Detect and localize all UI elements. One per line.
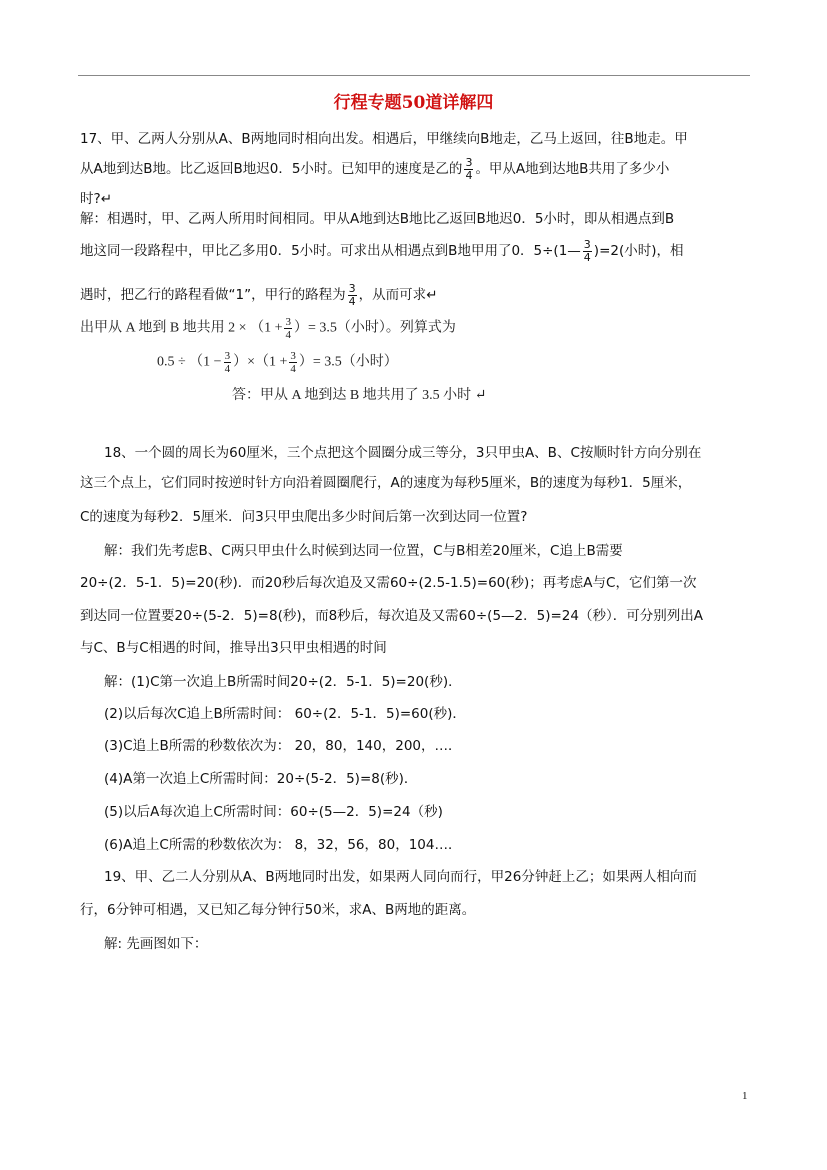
q17-formula-line-2: 0.5 ÷ （1 − $\frac{3}{4}$ ）×（1 + $\frac{3}{4}$ ）= 3.5（小时） <box>157 350 398 375</box>
q19-line-1: 19、甲、乙二人分别从A、B两地同时出发，如果两人同向而行，甲26分钟赶上乙；如果两人相向而 <box>104 869 697 885</box>
q17-solution-line-2 <box>80 236 752 266</box>
q17-solution-line-3 <box>80 280 752 310</box>
q17-line-2-text-b: 。甲从A地到达地B共用了多少小 <box>475 161 670 177</box>
q18-step-2: (2)以后每次C追上B所需时间： 60÷(2．5-1．5)=60(秒)． <box>104 706 466 722</box>
q17-line-1: 17、甲、乙两人分别从A、B两地同时相向出发。相遇后，甲继续向B地走，乙马上返回，往B地走。甲 <box>80 131 688 147</box>
q17-line-3: 时?↵ <box>80 191 112 207</box>
q17-solution-line-1: 解：相遇时，甲、乙两人所用时间相同。甲从A地到达B地比乙返回B地迟0．5小时，即从相遇点到B <box>80 211 675 227</box>
q17-solution-line-3-text-a: 遇时，把乙行的路程看做“1”，甲行的路程为 <box>80 287 346 303</box>
header-rule <box>78 75 750 76</box>
q17-solution-line-2-text-b: )=2(小时)，相 <box>593 243 684 259</box>
q18-step-4: (4)A第一次追上C所需时间：20÷(5-2．5)=8(秒)． <box>104 771 418 787</box>
q18-line-3: C的速度为每秒2．5厘米．问3只甲虫爬出多少时间后第一次到达同一位置? <box>80 509 528 525</box>
page-title: 行程专题50道详解四 <box>333 93 494 113</box>
q17-line-2-text-a: 从A地到达B地。比乙返回B地迟0．5小时。已知甲的速度是乙的 <box>80 161 463 177</box>
fraction-three-quarters: $\frac{3}{4}$ <box>583 237 591 264</box>
q19-solution: 解: 先画图如下： <box>104 936 208 952</box>
q18-line-1: 18、一个圆的周长为60厘米，三个点把这个圆圈分成三等分，3只甲虫A、B、C按顺时针方向分别在 <box>104 445 702 461</box>
fraction-three-quarters: $\frac{3}{4}$ <box>348 281 356 308</box>
q18-solution-line-1: 解：我们先考虑B、C两只甲虫什么时候到达同一位置，C与B相差20厘米，C追上B需要 <box>104 543 623 559</box>
q17-solution-line-2-text-a: 地这同一段路程中，甲比乙多用0．5小时。可求出从相遇点到B地甲用了0．5÷(1— <box>80 243 581 259</box>
page-number: 1 <box>742 1090 748 1102</box>
q18-step-6: (6)A追上C所需的秒数依次为： 8，32，56，80，104…． <box>104 837 462 853</box>
q19-line-2: 行，6分钟可相遇，又已知乙每分钟行50米，求A、B两地的距离。 <box>80 902 476 918</box>
q18-step-3: (3)C追上B所需的秒数依次为： 20，80，140，200，…． <box>104 738 462 754</box>
q18-line-2: 这三个点上，它们同时按逆时针方向沿着圆圈爬行，A的速度为每秒5厘米，B的速度为每秒1．5厘米， <box>80 475 692 491</box>
q17-solution-line-3-text-b: ，从而可求↵ <box>358 287 438 303</box>
q18-solution-line-4: 与C、B与C相遇的时间，推导出3只甲虫相遇的时间 <box>80 640 387 656</box>
q18-step-1: 解：(1)C第一次追上B所需时间20÷(2．5-1．5)=20(秒)． <box>104 674 462 690</box>
q17-formula-line-1: 出甲从 A 地到 B 地共用 2 × （1 + $\frac{3}{4}$ ）= 3.5（小时）。列算式为 <box>80 316 456 341</box>
q18-solution-line-3: 到达同一位置要20÷(5-2．5)=8(秒)，而8秒后，每次追及又需60÷(5—2．5)=24（秒）．可分别列出A <box>80 608 703 624</box>
q18-solution-line-2: 20÷(2．5-1．5)=20(秒)．而20秒后每次追及又需60÷(2.5-1.5)=60(秒)；再考虑A与C，它们第一次 <box>80 575 697 591</box>
q17-line-2 <box>80 154 752 184</box>
q17-answer: 答：甲从 A 地到达 B 地共用了 3.5 小时 ↵ <box>232 388 487 403</box>
fraction-three-quarters: $\frac{3}{4}$ <box>465 155 473 182</box>
q18-step-5: (5)以后A每次追上C所需时间：60÷(5—2．5)=24（秒) <box>104 804 443 820</box>
